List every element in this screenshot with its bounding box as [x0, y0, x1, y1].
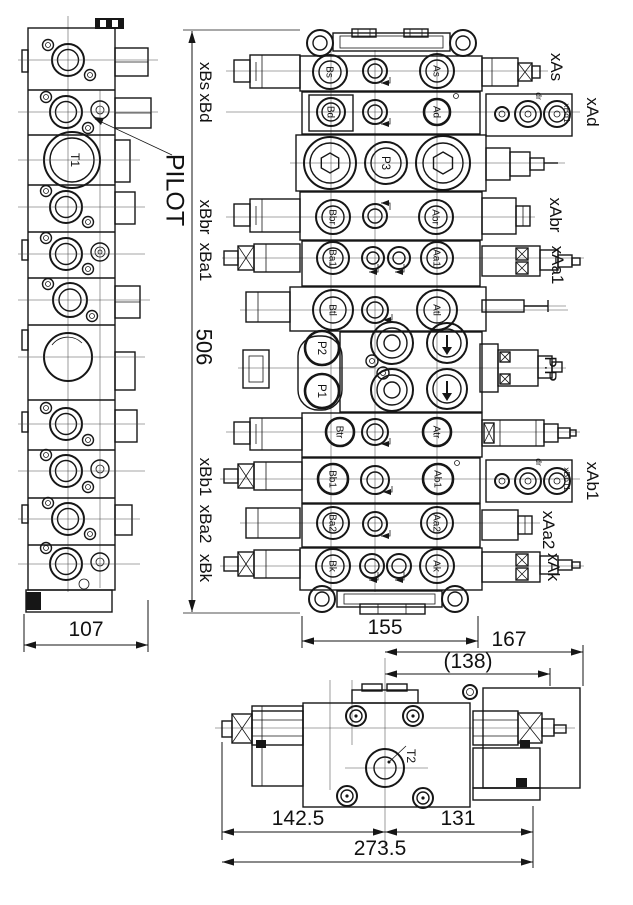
label-xBa1: xBa1 — [196, 242, 216, 282]
port-Ak-label: Ak — [430, 560, 442, 572]
port-Aa2-label: Aa2 — [430, 514, 442, 532]
section-travel-left — [246, 287, 566, 331]
port-As-label: As — [430, 65, 442, 77]
aux-top-dr-label: dr — [534, 92, 545, 100]
label-xBb1: xBb1 — [196, 457, 216, 497]
pilot-label: PILOT — [160, 153, 189, 227]
port-Ab1-label: Ab1 — [431, 470, 443, 488]
side-view — [18, 16, 158, 612]
port-Atl-label: Atl — [430, 304, 442, 316]
label-xAs: xAs — [547, 52, 567, 82]
bottom-body — [303, 703, 470, 807]
bottom-left-solenoid — [222, 711, 303, 748]
top-notch — [95, 18, 124, 29]
dim-142-5-text: 142.5 — [271, 807, 325, 830]
label-xAb1: xAb1 — [583, 461, 603, 501]
t2-label: T2 — [403, 748, 418, 764]
front-centerlines — [220, 71, 584, 566]
label-xAk: xAk — [544, 552, 564, 582]
section-swing — [234, 54, 540, 91]
port-Bs-label: Bs — [323, 66, 335, 78]
section-bucket — [224, 548, 580, 590]
bottom-view — [215, 658, 580, 868]
top-end-plate — [307, 29, 476, 56]
dim-107-text: 107 — [68, 618, 104, 641]
port-P3-label: P3 — [378, 155, 391, 171]
port-P2-label: P2 — [314, 340, 327, 356]
label-xBd: xBd — [196, 93, 216, 123]
section-arm2 — [246, 504, 532, 547]
aux-block-bottom — [486, 458, 572, 502]
dim-131-text: 131 — [440, 807, 476, 830]
dim-138-text: (138) — [443, 650, 493, 673]
dim-155 — [302, 616, 478, 648]
aux-block-top — [486, 92, 572, 136]
port-Atr-label: Atr — [430, 425, 442, 439]
port-Bb1-label: Bb1 — [326, 470, 338, 488]
aux-bottom-port-label: xBb11 — [562, 467, 573, 491]
left-pilot-port-labels — [196, 62, 215, 583]
port-Ba2-label: Ba2 — [326, 514, 338, 532]
port-P1-label: P1 — [314, 383, 327, 399]
label-xBa2: xBa2 — [196, 504, 216, 544]
dim-273-5-text: 273.5 — [353, 837, 407, 860]
background-outline — [483, 688, 580, 788]
port-Btl-label: Btl — [326, 304, 338, 316]
bottom-right-solenoid — [473, 711, 566, 800]
dim-138 — [385, 650, 550, 686]
dim-506-text: 506 — [191, 328, 217, 366]
dim-167-text: 167 — [491, 628, 527, 651]
port-Ba1-label: Ba1 — [326, 249, 338, 267]
side-left-tabs — [22, 50, 28, 523]
label-xBs: xBs — [196, 61, 216, 91]
label-pp: P.P — [541, 356, 561, 382]
dim-273-5 — [222, 837, 533, 862]
t1-label: T1 — [67, 152, 82, 168]
dim-107 — [24, 600, 148, 652]
aux-top-port-label: xBd1 — [562, 103, 573, 123]
label-xBbr: xBbr — [196, 199, 216, 235]
section-breaker — [234, 192, 530, 240]
port-Aa1-label: Aa1 — [430, 249, 442, 267]
side-protrusions — [115, 48, 151, 535]
aux-bottom-dr-label: dr — [534, 458, 545, 466]
label-xAa1: xAa1 — [548, 245, 568, 285]
port-Ad-label: Ad — [430, 105, 442, 119]
label-xBk: xBk — [196, 553, 216, 583]
label-xAbr: xAbr — [546, 197, 566, 233]
section-boom1 — [224, 458, 572, 503]
section-arm1 — [224, 241, 580, 286]
port-Bd-label: Bd — [324, 105, 336, 119]
port-Abr-label: Abr — [429, 209, 441, 225]
front-view — [220, 29, 584, 614]
label-xAa2: xAa2 — [539, 510, 559, 550]
label-xAd: xAd — [583, 97, 603, 127]
port-Bbr-label: Bbr — [326, 209, 338, 225]
pilot-callout — [93, 117, 188, 226]
port-Bk-label: Bk — [326, 560, 338, 572]
port-Btr-label: Btr — [333, 425, 345, 439]
section-travel-right — [234, 413, 576, 457]
section-pump-inlet — [243, 322, 562, 412]
dim-131 — [385, 807, 533, 832]
dim-155-text: 155 — [367, 616, 403, 639]
